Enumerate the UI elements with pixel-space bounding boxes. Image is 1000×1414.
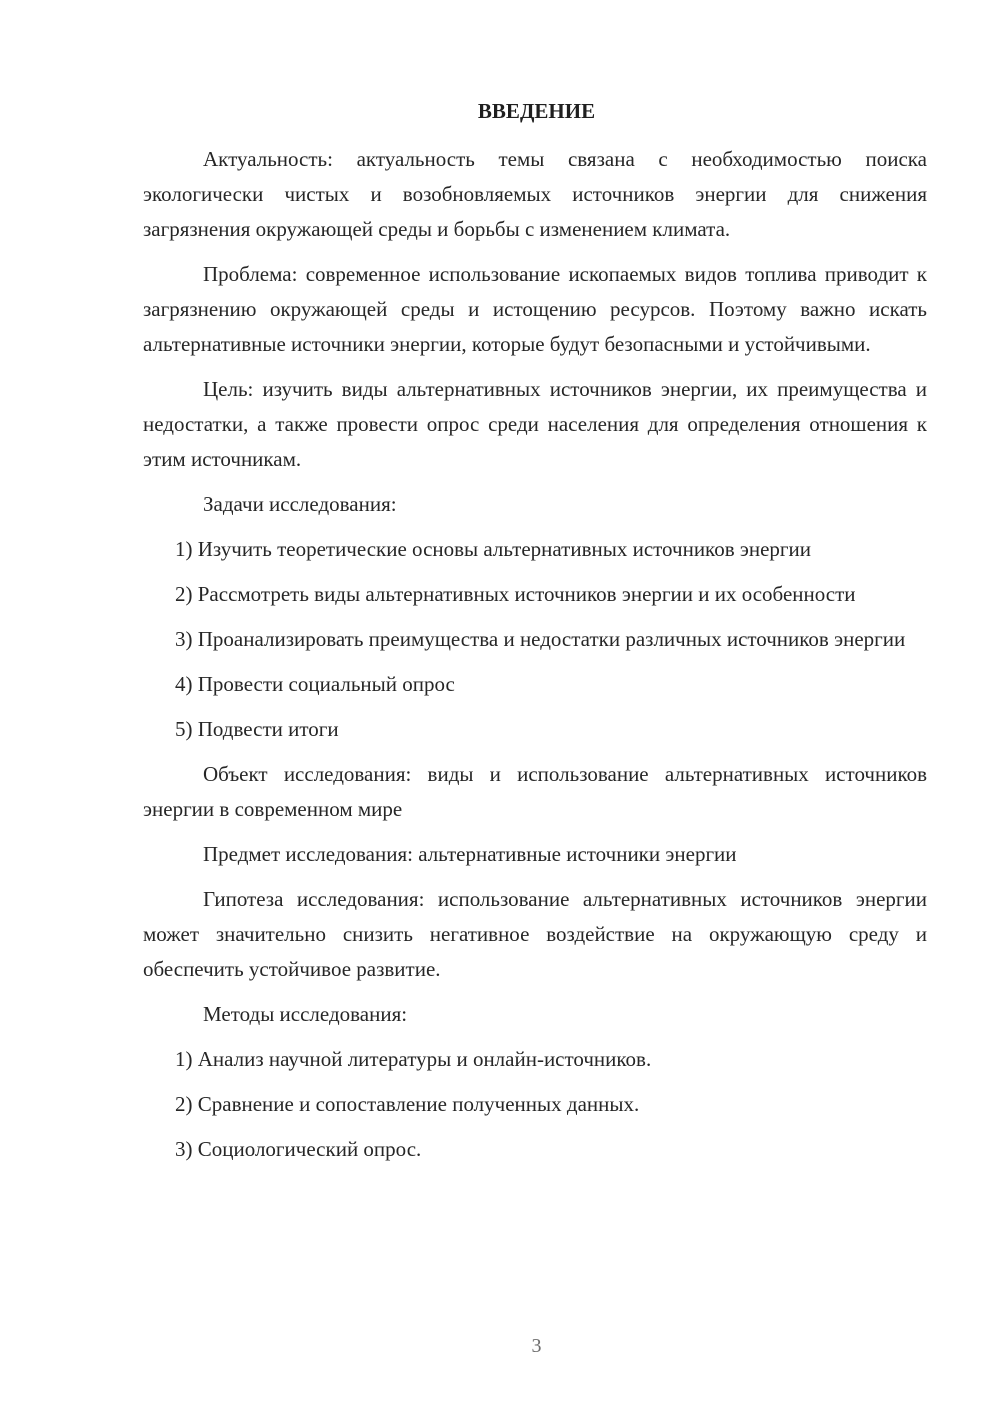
task-item: 1) Изучить теоретические основы альтернативных источников энергии	[175, 537, 812, 561]
object-paragraph: Объект исследования: виды и использование альтернативных источников энергии в современном мире	[143, 762, 927, 821]
tasks-heading: Задачи исследования:	[203, 492, 397, 516]
method-item: 2) Сравнение и сопоставление полученных данных.	[175, 1092, 640, 1116]
methods-heading: Методы исследования:	[203, 1002, 408, 1026]
subject-paragraph: Предмет исследования: альтернативные источники энергии	[203, 842, 737, 866]
task-item: 5) Подвести итоги	[175, 717, 339, 741]
hypothesis-paragraph: Гипотеза исследования: использование альтернативных источников энергии может значительно снизить негативное воздействие на окружающую среду и обеспечить устойчивое развитие.	[143, 887, 927, 981]
task-item: 4) Провести социальный опрос	[175, 672, 455, 696]
section-title: ВВЕДЕНИЕ	[477, 99, 596, 123]
problem-paragraph: Проблема: современное использование ископаемых видов топлива приводит к загрязнению окружающей среды и истощению ресурсов. Поэтому важно искать альтернативные источники энергии, которые будут безопасными и устойчивыми.	[143, 262, 927, 356]
method-item: 1) Анализ научной литературы и онлайн-источников.	[175, 1047, 652, 1071]
task-item: 2) Рассмотреть виды альтернативных источников энергии и их особенности	[175, 582, 856, 606]
document-body	[143, 142, 927, 1177]
goal-paragraph: Цель: изучить виды альтернативных источников энергии, их преимущества и недостатки, а также провести опрос среди населения для определения отношения к этим источникам.	[143, 377, 927, 471]
relevance-paragraph: Актуальность: актуальность темы связана с необходимостью поиска экологически чистых и возобновляемых источников энергии для снижения загрязнения окружающей среды и борьбы с изменением климата.	[143, 147, 927, 241]
page-number: 3	[531, 1335, 542, 1357]
method-item: 3) Социологический опрос.	[175, 1137, 422, 1161]
task-item: 3) Проанализировать преимущества и недостатки различных источников энергии	[175, 627, 906, 651]
